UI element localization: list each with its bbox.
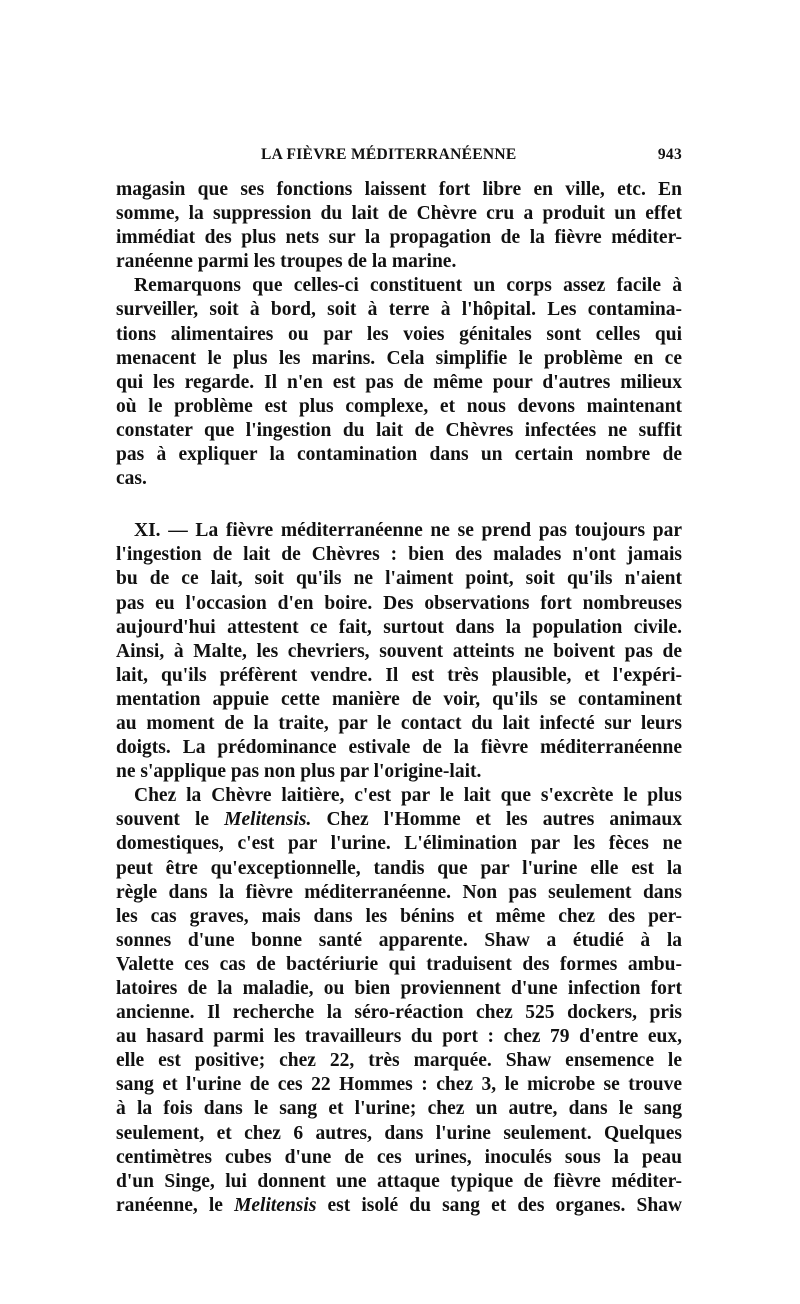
text-line: seulement, et chez 6 autres, dans l'urine seulement. Quelques	[116, 1122, 682, 1144]
text-line: Ainsi, à Malte, les chevriers, souvent atteints ne boivent pas de	[116, 640, 682, 662]
text-line: sonnes d'une bonne santé apparente. Shaw a étudié à la	[116, 929, 682, 951]
text-line: l'ingestion de lait de Chèvres : bien des malades n'ont jamais	[116, 544, 682, 566]
text-line: sang et l'urine de ces 22 Hommes : chez 3, le microbe se trouve	[116, 1074, 682, 1096]
text-line: tions alimentaires ou par les voies génitales sont celles qui	[116, 323, 682, 345]
text-line	[116, 1194, 682, 1218]
text-line: à la fois dans le sang et l'urine; chez un autre, dans le sang	[116, 1098, 682, 1120]
text-line: lait, qu'ils préfèrent vendre. Il est très plausible, et l'expéri-	[116, 664, 682, 686]
text-line: au hasard parmi les travailleurs du port : chez 79 d'entre eux,	[116, 1026, 682, 1048]
text-line: magasin que ses fonctions laissent fort libre en ville, etc. En	[116, 179, 682, 200]
text-line: pas à expliquer la contamination dans un certain nombre de	[116, 444, 682, 466]
text-line: aujourd'hui attestent ce fait, surtout dans la population civile.	[116, 616, 682, 638]
text-line: elle est positive; chez 22, très marquée. Shaw ensemence le	[116, 1050, 682, 1072]
text-line: d'un Singe, lui donnent une attaque typique de fièvre méditer-	[116, 1170, 682, 1192]
text-fragment: Chez l'Homme et les autres animaux	[326, 809, 683, 831]
text-line: immédiat des plus nets sur la propagation de la fièvre méditer-	[116, 227, 682, 249]
text-line: cas.	[116, 468, 147, 490]
text-line: ne s'applique pas non plus par l'origine-lait.	[116, 761, 482, 783]
text-line: peut être qu'exceptionnelle, tandis que par l'urine elle est la	[116, 857, 682, 879]
text-line: centimètres cubes d'une de ces urines, inoculés sous la peau	[116, 1146, 682, 1168]
running-title: LA FIÈVRE MÉDITERRANÉENNE	[261, 146, 517, 163]
text-line	[116, 808, 682, 832]
text-line: surveiller, soit à bord, soit à terre à l'hôpital. Les contamina-	[116, 299, 682, 321]
text-fragment: souvent le	[116, 809, 210, 831]
text-line: doigts. La prédominance estivale de la fièvre méditerranéenne	[116, 737, 682, 759]
body-text	[116, 178, 682, 1218]
paragraph-remarquons	[116, 274, 682, 491]
text-line: règle dans la fièvre méditerranéenne. Non pas seulement dans	[116, 881, 682, 903]
paragraph-continuation	[116, 178, 682, 274]
text-line: ancienne. Il recherche la séro-réaction chez 525 dockers, pris	[116, 1002, 682, 1024]
text-line: XI. — La fièvre méditerranéenne ne se prend pas toujours par	[134, 520, 682, 542]
text-line: domestiques, c'est par l'urine. L'élimination par les fèces ne	[116, 833, 682, 855]
taxon-name: Melitensis.	[224, 809, 312, 831]
text-line: où le problème est plus complexe, et nous devons maintenant	[116, 395, 682, 417]
text-line: somme, la suppression du lait de Chèvre cru a produit un effet	[116, 203, 682, 225]
text-line: constater que l'ingestion du lait de Chèvres infectées ne suffit	[116, 419, 682, 441]
text-line: les cas graves, mais dans les bénins et même chez des per-	[116, 905, 682, 927]
text-line: ranéenne parmi les troupes de la marine.	[116, 251, 457, 273]
paragraph-section-xi	[116, 519, 682, 784]
text-fragment: est isolé du sang et des organes. Shaw	[327, 1194, 683, 1216]
text-line: menacent le plus les marins. Cela simplifie le problème en ce	[116, 347, 682, 369]
paragraph-chevre-laitiere	[116, 784, 682, 1218]
text-line: latoires de la maladie, ou bien proviennent d'une infection fort	[116, 978, 682, 999]
text-line: Remarquons que celles-ci constituent un corps assez facile à	[134, 275, 682, 297]
text-fragment: ranéenne, le	[116, 1194, 223, 1216]
text-line: Valette ces cas de bactériurie qui traduisent des formes ambu-	[116, 953, 682, 975]
text-line: au moment de la traite, par le contact du lait infecté sur leurs	[116, 712, 682, 734]
running-header	[116, 146, 682, 170]
text-line: mentation appuie cette manière de voir, qu'ils se contaminent	[116, 688, 682, 710]
text-line: pas eu l'occasion d'en boire. Des observations fort nombreuses	[116, 592, 682, 614]
text-line: bu de ce lait, soit qu'ils ne l'aiment point, soit qu'ils n'aient	[116, 568, 682, 590]
page-number: 943	[657, 146, 682, 163]
text-line: Chez la Chèvre laitière, c'est par le lait que s'excrète le plus	[134, 785, 682, 807]
taxon-name: Melitensis	[234, 1194, 317, 1216]
text-line: qui les regarde. Il n'en est pas de même pour d'autres milieux	[116, 371, 682, 393]
